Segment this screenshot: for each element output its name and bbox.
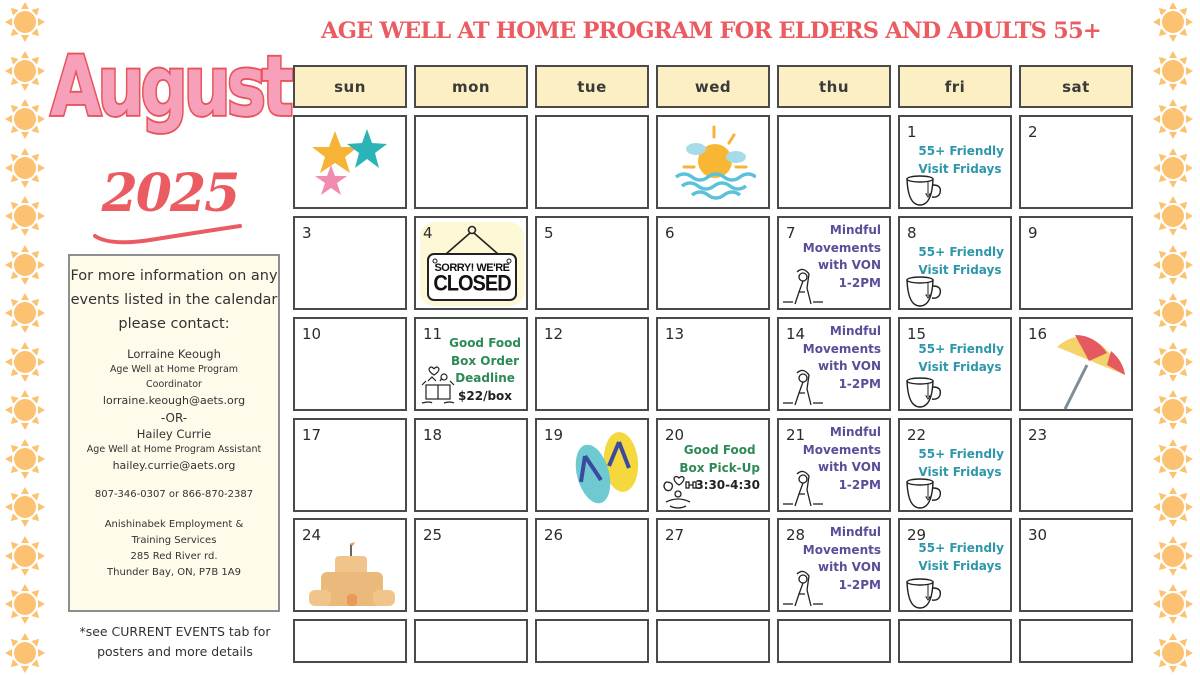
contact1-name: Lorraine Keough [127, 347, 221, 361]
event-line: Mindful [829, 324, 881, 338]
event-line: Movements [802, 542, 881, 557]
sun-icon [1153, 633, 1193, 673]
date-number: 24 [302, 526, 322, 544]
day-cell-18[interactable] [414, 418, 528, 512]
mindful-movements-event[interactable] [803, 323, 881, 393]
event-line: 55+ Friendly [918, 447, 1004, 461]
date-number: 23 [1028, 426, 1048, 444]
day-cell-19[interactable] [535, 418, 649, 512]
event-line: Box Order [451, 353, 520, 368]
empty-day-cell[interactable] [898, 619, 1012, 663]
sun-icon [5, 148, 45, 188]
sun-icon [1153, 536, 1193, 576]
event-line: Mindful [829, 223, 881, 237]
day-cell-7[interactable] [777, 216, 891, 310]
date-number: 16 [1028, 325, 1048, 343]
day-cell-30[interactable] [1019, 518, 1133, 612]
event-line: Visit Fridays [918, 464, 1002, 479]
date-number: 1 [907, 123, 917, 141]
weekday-header-sat: sat [1019, 65, 1133, 108]
event-line: Box Pick-Up [679, 460, 760, 475]
weekday-header-sun: sun [293, 65, 407, 108]
food-box-deadline-event[interactable] [449, 335, 521, 405]
day-cell-13[interactable] [656, 317, 770, 411]
contact-separator: -OR- [160, 411, 188, 425]
date-number: 9 [1028, 224, 1038, 242]
year-title: 2025 [101, 163, 239, 224]
event-line: Mindful [829, 425, 881, 439]
event-line: Movements [802, 341, 881, 356]
swash-decoration-icon [90, 218, 250, 248]
closed-sign-line2: CLOSED [433, 271, 511, 297]
empty-day-cell[interactable] [777, 619, 891, 663]
day-cell-5[interactable] [535, 216, 649, 310]
event-line: 55+ Friendly [918, 342, 1004, 356]
day-cell-20[interactable] [656, 418, 770, 512]
address-line1: 285 Red River rd. [130, 551, 218, 562]
contact1-role: Age Well at Home Program Coordinator [109, 364, 239, 390]
event-line: 1-2PM [838, 275, 881, 290]
day-cell-17[interactable] [293, 418, 407, 512]
event-line: Visit Fridays [918, 262, 1002, 277]
day-cell-10[interactable] [293, 317, 407, 411]
day-cell-22[interactable] [898, 418, 1012, 512]
sun-icon [5, 390, 45, 430]
sun-icon [5, 196, 45, 236]
weekday-header-tue: tue [535, 65, 649, 108]
empty-day-cell[interactable] [535, 619, 649, 663]
empty-day-cell[interactable] [414, 619, 528, 663]
friendly-visit-event[interactable] [918, 446, 1004, 481]
sun-icon [5, 51, 45, 91]
date-number: 25 [423, 526, 443, 544]
event-line: Good Food [449, 336, 521, 350]
sandcastle-icon [309, 542, 395, 612]
event-detail: 3:30-4:30 [695, 478, 760, 492]
date-number: 15 [907, 325, 927, 343]
mindful-movements-event[interactable] [803, 222, 881, 292]
friendly-visit-event[interactable] [918, 341, 1004, 376]
weekday-header-fri: fri [898, 65, 1012, 108]
sun-icon [1153, 245, 1193, 285]
org-line1: Anishinabek Employment & [104, 519, 244, 530]
date-number: 20 [665, 426, 685, 444]
contact2-email[interactable]: hailey.currie@aets.org [112, 459, 236, 472]
sun-icon [5, 439, 45, 479]
date-number: 13 [665, 325, 685, 343]
date-number: 6 [665, 224, 675, 242]
date-number: 30 [1028, 526, 1048, 544]
sun-icon [1153, 293, 1193, 333]
mug-icon [904, 377, 944, 411]
sun-icon [1153, 439, 1193, 479]
event-line: 55+ Friendly [918, 245, 1004, 259]
event-line: 55+ Friendly [918, 541, 1004, 555]
event-line: Good Food [683, 443, 756, 457]
mindful-movements-event[interactable] [803, 424, 881, 494]
sun-icon [5, 245, 45, 285]
event-line: 1-2PM [838, 376, 881, 391]
event-line: 1-2PM [838, 577, 881, 592]
sun-icon [5, 99, 45, 139]
date-number: 5 [544, 224, 554, 242]
date-number: 11 [423, 325, 443, 343]
sun-icon [5, 487, 45, 527]
mug-icon [904, 175, 944, 209]
mindful-movements-event[interactable] [803, 524, 881, 594]
sun-icon [5, 2, 45, 42]
sun-icon [1153, 2, 1193, 42]
day-cell-14[interactable] [777, 317, 891, 411]
food-box-pickup-event[interactable] [679, 442, 760, 495]
day-cell-24[interactable] [293, 518, 407, 612]
event-line: with VON [818, 359, 881, 373]
day-cell-25[interactable] [414, 518, 528, 612]
footnote: *see CURRENT EVENTS tab for posters and more details [79, 624, 271, 659]
date-number: 21 [786, 426, 806, 444]
mug-icon [904, 276, 944, 310]
weekday-header-thu: thu [777, 65, 891, 108]
org-line2: Training Services [131, 535, 217, 546]
day-cell-11[interactable] [414, 317, 528, 411]
day-cell-8[interactable] [898, 216, 1012, 310]
day-cell-28[interactable] [777, 518, 891, 612]
date-number: 8 [907, 224, 917, 242]
sun-icon [5, 536, 45, 576]
page-title: AGE WELL AT HOME PROGRAM FOR ELDERS AND ADULTS 55+ [321, 18, 1101, 44]
mug-icon [904, 578, 944, 612]
contact2-role: Age Well at Home Program Assistant [86, 444, 262, 455]
empty-day-cell[interactable] [656, 115, 770, 209]
sun-icon [1153, 342, 1193, 382]
date-number: 14 [786, 325, 806, 343]
date-number: 3 [302, 224, 312, 242]
event-line: Movements [802, 442, 881, 457]
day-cell-29[interactable] [898, 518, 1012, 612]
sun-icon [5, 584, 45, 624]
empty-day-cell[interactable] [1019, 619, 1133, 663]
empty-day-cell[interactable] [656, 619, 770, 663]
address-line2: Thunder Bay, ON, P7B 1A9 [107, 567, 241, 578]
contact1-email[interactable]: lorraine.keough@aets.org [102, 394, 246, 407]
sun-border-left [0, 0, 50, 675]
event-line: with VON [818, 560, 881, 574]
sun-icon [1153, 196, 1193, 236]
month-title: August [50, 38, 290, 135]
event-line: Movements [802, 240, 881, 255]
event-detail: $22/box [458, 388, 513, 403]
day-cell-16[interactable] [1019, 317, 1133, 411]
event-line: Visit Fridays [918, 558, 1002, 573]
day-cell-6[interactable] [656, 216, 770, 310]
day-cell-27[interactable] [656, 518, 770, 612]
closed-sign-line1: SORRY! WE'RE [434, 262, 510, 274]
date-number: 28 [786, 526, 806, 544]
day-cell-26[interactable] [535, 518, 649, 612]
weekday-header-wed: wed [656, 65, 770, 108]
friendly-visit-event[interactable] [918, 540, 1004, 575]
date-number: 2 [1028, 123, 1038, 141]
event-line: Deadline [455, 371, 515, 385]
contact2-name: Hailey Currie [136, 427, 212, 441]
weekday-header-mon: mon [414, 65, 528, 108]
event-line: 1-2PM [838, 477, 881, 492]
day-cell-2[interactable] [1019, 115, 1133, 209]
sun-icon [1153, 51, 1193, 91]
day-cell-15[interactable] [898, 317, 1012, 411]
sun-icon [5, 342, 45, 382]
empty-day-cell[interactable] [414, 115, 528, 209]
friendly-visit-event[interactable] [918, 244, 1004, 279]
event-line: Visit Fridays [918, 359, 1002, 374]
date-number: 12 [544, 325, 564, 343]
mug-icon [904, 478, 944, 512]
sun-icon [1153, 487, 1193, 527]
flip-flops-icon [567, 428, 647, 512]
sun-border-right [1148, 0, 1198, 675]
sun-icon [5, 633, 45, 673]
date-number: 29 [907, 526, 927, 544]
event-line: Visit Fridays [918, 161, 1002, 176]
sun-icon [5, 293, 45, 333]
date-number: 19 [544, 426, 564, 444]
empty-day-cell[interactable] [293, 115, 407, 209]
day-cell-1[interactable] [898, 115, 1012, 209]
date-number: 10 [302, 325, 322, 343]
sun-icon [1153, 390, 1193, 430]
event-line: 55+ Friendly [918, 144, 1004, 158]
day-cell-23[interactable] [1019, 418, 1133, 512]
date-number: 26 [544, 526, 564, 544]
event-line: with VON [818, 460, 881, 474]
friendly-visit-event[interactable] [918, 143, 1004, 178]
date-number: 7 [786, 224, 796, 242]
contact-phone: 807-346-0307 or 866-870-2387 [94, 489, 254, 500]
beach-umbrella-icon [1051, 325, 1131, 411]
date-number: 27 [665, 526, 685, 544]
sun-icon [1153, 99, 1193, 139]
event-line: Mindful [829, 525, 881, 539]
day-cell-4[interactable] [414, 216, 528, 310]
sun-icon [1153, 148, 1193, 188]
date-number: 22 [907, 426, 927, 444]
starfish-icon [305, 123, 395, 207]
day-cell-12[interactable] [535, 317, 649, 411]
sunset-waves-icon [672, 123, 756, 207]
day-cell-9[interactable] [1019, 216, 1133, 310]
sun-icon [1153, 584, 1193, 624]
empty-day-cell[interactable] [293, 619, 407, 663]
event-line: with VON [818, 258, 881, 272]
contact-info-box [68, 254, 280, 612]
date-number: 18 [423, 426, 443, 444]
date-number: 4 [423, 224, 433, 242]
date-number: 17 [302, 426, 322, 444]
empty-day-cell[interactable] [777, 115, 891, 209]
day-cell-21[interactable] [777, 418, 891, 512]
day-cell-3[interactable] [293, 216, 407, 310]
empty-day-cell[interactable] [535, 115, 649, 209]
info-intro: For more information on any events listed in the calendar please contact: [70, 268, 278, 332]
